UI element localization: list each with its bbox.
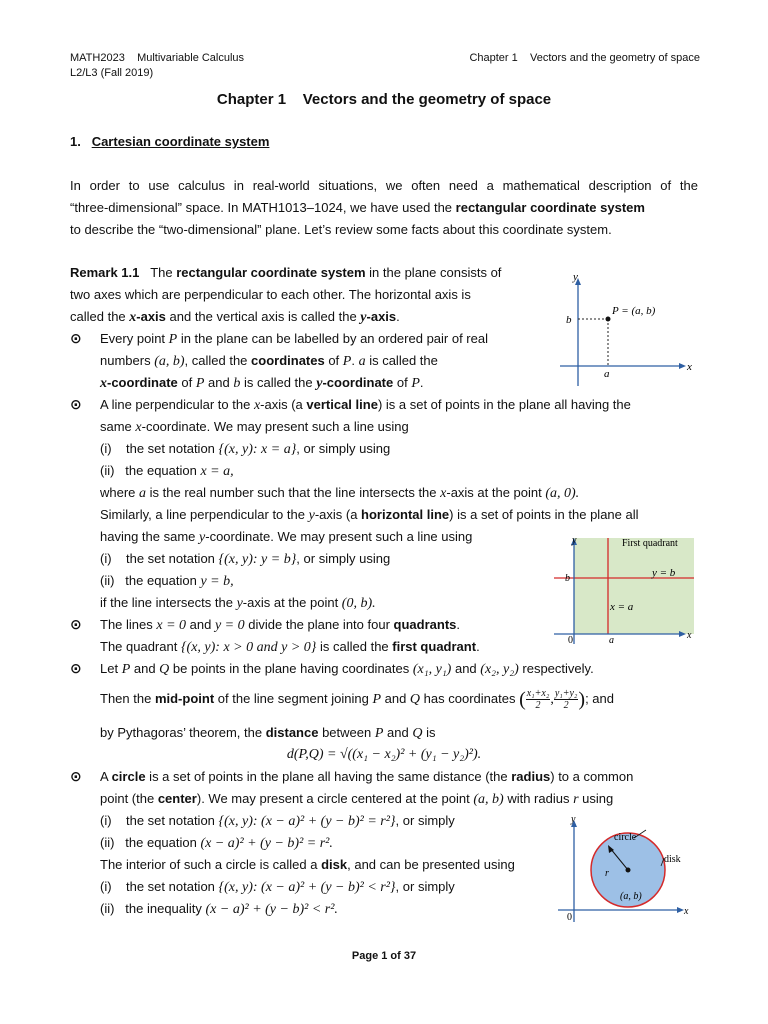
b4-line-3: by Pythagoras’ theorem, the distance between P and Q is <box>100 725 436 741</box>
figure-point-plot <box>548 268 698 390</box>
b3-line-2: The quadrant {(x, y): x > 0 and y > 0} is called the first quadrant. <box>100 639 480 655</box>
b2-item-i-y: (i) the set notation {(x, y): y = b}, or simply using <box>100 551 391 567</box>
b1-line-2: numbers (a, b), called the coordinates of P. a is called the <box>100 353 438 369</box>
fig1-b-label: b <box>566 314 572 326</box>
b2-item-ii-y: (ii) the equation y = b, <box>100 573 234 589</box>
fig3-disk-label: disk <box>664 854 681 865</box>
b2-item-i: (i) the set notation {(x, y): x = a}, or simply using <box>100 441 391 457</box>
distance-formula: d(P,Q) = √((x₁ − x₂)² + (y₁ − y₂)²). <box>286 747 482 762</box>
remark-line-2: two axes which are perpendicular to each other. The horizontal axis is <box>70 287 471 302</box>
intro-line-3: to describe the “two-dimensional” plane. Let’s review some facts about this coordinate system. <box>70 222 612 237</box>
b2-line-1: A line perpendicular to the x-axis (a vertical line) is a set of points in the plane all having the <box>100 397 631 413</box>
b5-item-ii: (ii) the equation (x − a)² + (y − b)² = r². <box>100 835 333 851</box>
fig1-x-label: x <box>687 361 692 373</box>
fig3-center-label: (a, b) <box>620 891 642 902</box>
header-chapter: Chapter 1 Vectors and the geometry of space <box>469 52 700 64</box>
fig2-x-label: x <box>687 630 692 641</box>
remark-line-1: Remark 1.1 The rectangular coordinate system in the plane consists of <box>70 265 502 280</box>
fig2-title: First quadrant <box>622 538 678 549</box>
fig3-circle-label: circle <box>614 832 637 843</box>
page-title: Chapter 1 Vectors and the geometry of space <box>216 91 552 108</box>
fig2-yb-label: y = b <box>652 567 676 579</box>
b2-where: where a is the real number such that the line intersects the x-axis at the point (a, 0). <box>100 485 580 501</box>
intro-line-2: “three-dimensional” space. In MATH1013–1024, we have used the rectangular coordinate system <box>70 200 645 215</box>
b5-item-i-disk: (i) the set notation {(x, y): (x − a)² + (y − b)² < r²}, or simply <box>100 879 455 895</box>
b5-line-2: point (the center). We may present a circle centered at the point (a, b) with radius r using <box>100 791 614 807</box>
fig3-x-arrow <box>677 907 684 913</box>
midpoint-x-fraction: $\frac{\text{x₁+x₂}}{2}$ <box>526 688 550 712</box>
b2-if: if the line intersects the y-axis at the point (0, b). <box>100 595 376 611</box>
header-course: MATH2023 Multivariable Calculus <box>70 52 245 64</box>
b5-interior: The interior of such a circle is called a disk, and can be presented using <box>100 857 515 872</box>
b3-line-1: The lines x = 0 and y = 0 divide the plane into four quadrants. <box>100 617 460 633</box>
fig1-point-p <box>606 317 611 322</box>
fig2-xa-label: x = a <box>610 601 634 613</box>
b1-line-3: x-coordinate of P and b is called the y-coordinate of P. <box>100 375 424 391</box>
b5-item-ii-disk: (ii) the inequality (x − a)² + (y − b)² < r². <box>100 901 338 917</box>
b2-similarly: Similarly, a line perpendicular to the y-axis (a horizontal line) is a set of points in the plane all <box>100 507 639 523</box>
b5-line-1: A circle is a set of points in the plane all having the same distance (the radius) to a common <box>100 769 634 784</box>
intro-line-1: In order to use calculus in real-world situations, we often need a mathematical description of the <box>70 178 698 193</box>
bullet-icon: ⊙ <box>70 660 82 676</box>
fig3-y-label: y <box>571 814 576 825</box>
fig1-x-arrow <box>679 363 686 369</box>
fig3-zero-label: 0 <box>567 912 572 923</box>
b1-line-1: Every point P in the plane can be labelled by an ordered pair of real <box>100 331 488 347</box>
b4-line-1: Let P and Q be points in the plane having coordinates (x₁, y₁) and (x₂, y₂) respectively. <box>100 661 594 677</box>
fig1-p-label: P = (a, b) <box>612 305 656 317</box>
fig2-a-label: a <box>609 635 614 646</box>
bullet-icon: ⊙ <box>70 330 82 346</box>
fig3-center-point <box>626 868 631 873</box>
figure-circle-disk <box>548 810 698 926</box>
page-number: Page 1 of 37 <box>351 950 417 962</box>
fig2-y-label: y <box>572 535 577 546</box>
b2-item-ii: (ii) the equation x = a, <box>100 463 234 479</box>
section-heading: 1. Cartesian coordinate system <box>70 134 270 149</box>
bullet-icon: ⊙ <box>70 616 82 632</box>
bullet-icon: ⊙ <box>70 768 82 784</box>
fig3-x-label: x <box>684 906 689 917</box>
fig2-b-label: b <box>565 573 570 584</box>
fig2-quadrant-fill <box>574 538 694 634</box>
b5-item-i: (i) the set notation {(x, y): (x − a)² + (y − b)² = r²}, or simply <box>100 813 455 829</box>
midpoint-y-fraction: $\frac{\text{y₁+y₂}}{2}$ <box>554 688 578 712</box>
b2-line-2: same x-coordinate. We may present such a line using <box>100 419 409 435</box>
header-section: L2/L3 (Fall 2019) <box>70 67 154 79</box>
fig2-zero-label: 0 <box>568 635 573 646</box>
fig1-a-label: a <box>604 368 610 380</box>
b4-line-2: Then the mid-point of the line segment joining P and Q has coordinates ( $\frac{\text{x₁+x₂}}{2}$ , $\frac{\text{y₁+y₂}}{2}$ ); and <box>100 688 614 712</box>
fig3-r-label: r <box>605 868 609 879</box>
b2-same: having the same y-coordinate. We may present such a line using <box>100 529 473 545</box>
bullet-icon: ⊙ <box>70 396 82 412</box>
remark-line-3: called the x-axis and the vertical axis is called the y-axis. <box>70 309 400 325</box>
fig1-y-label: y <box>573 271 578 283</box>
figure-first-quadrant <box>548 532 698 648</box>
